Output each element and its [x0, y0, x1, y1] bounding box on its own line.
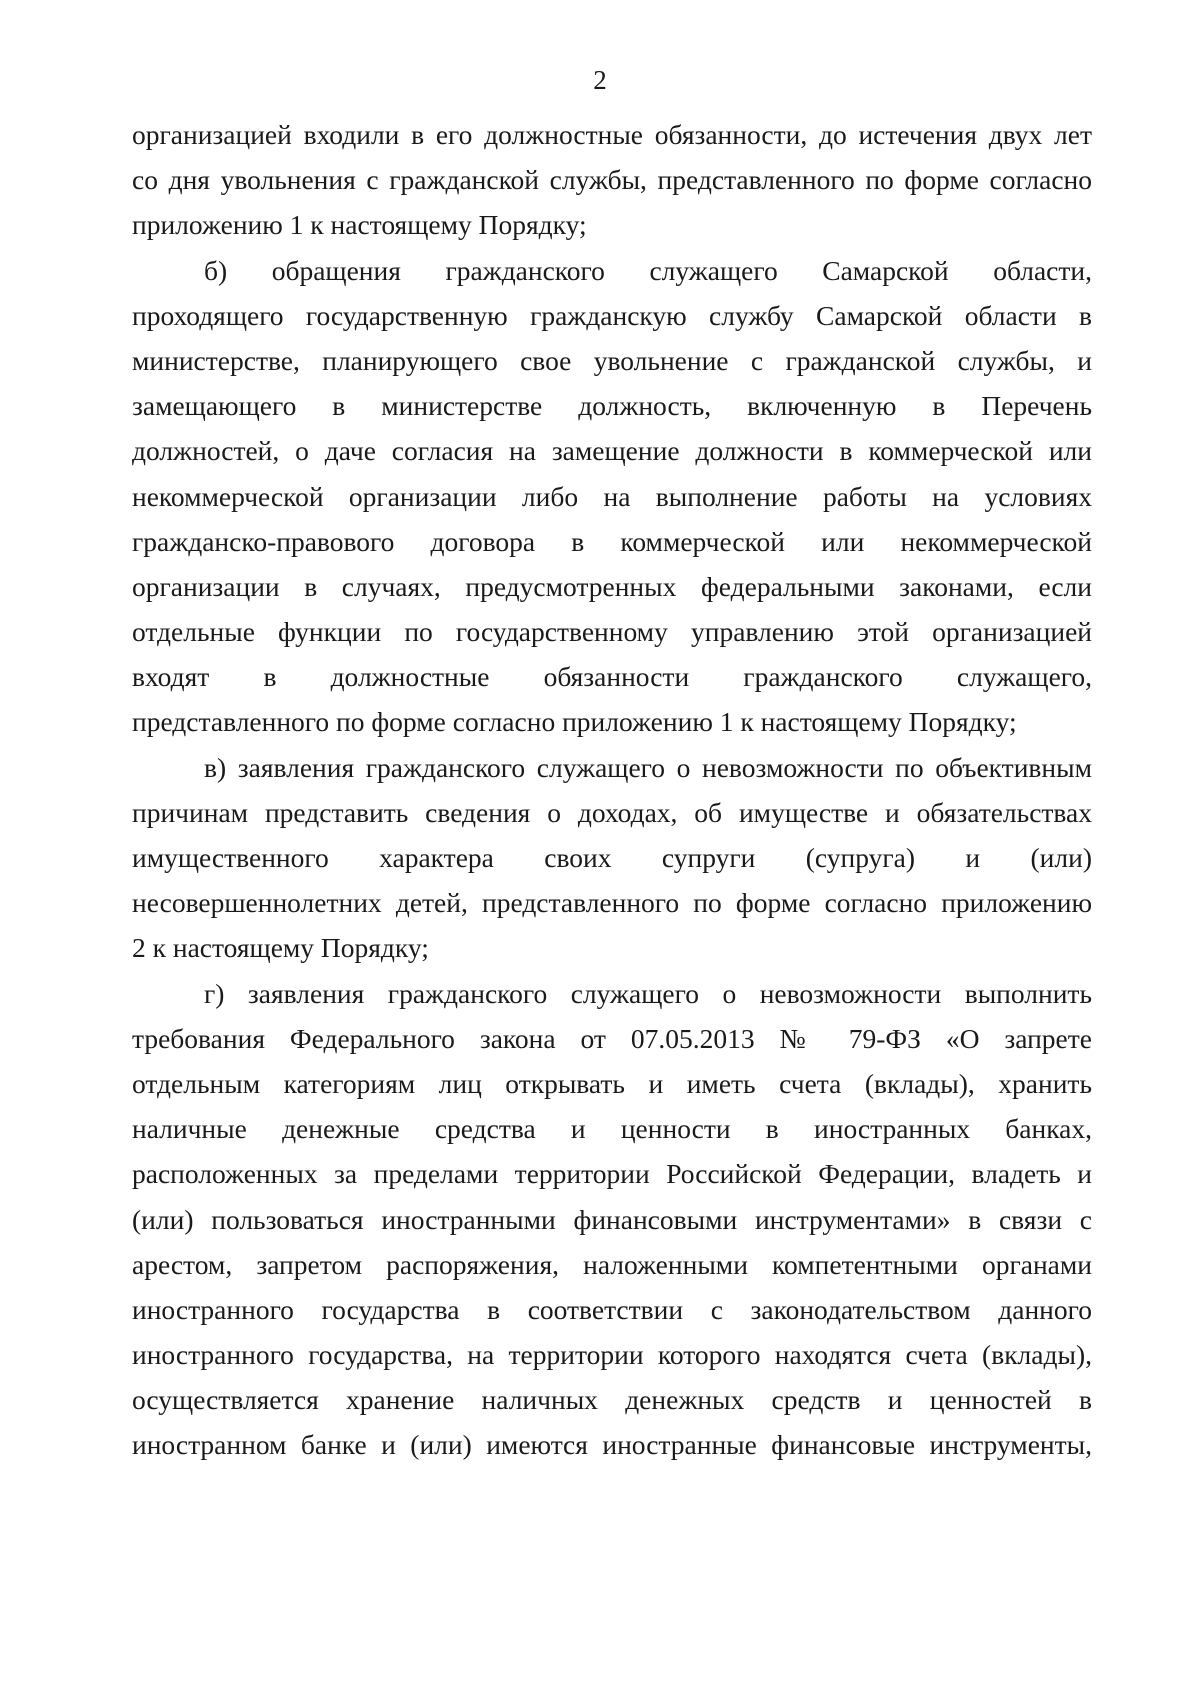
paragraph — [132, 248, 1092, 745]
text-line: организации в случаях, предусмотренных федеральными законами, если — [132, 570, 1092, 602]
text-line: (или) пользоваться иностранными финансовыми инструментами» в связи с — [132, 1203, 1092, 1235]
text-line: иностранного государства в соответствии с законодательством данного — [132, 1293, 1092, 1325]
text-line: гражданско-правового договора в коммерческой или некоммерческой — [132, 525, 1092, 557]
text-line: представленного по форме согласно приложению 1 к настоящему Порядку; — [132, 706, 1017, 738]
text-line: отдельные функции по государственному управлению этой организацией — [132, 616, 1092, 648]
text-line: 2 к настоящему Порядку; — [132, 932, 429, 964]
text-line: организацией входили в его должностные обязанности, до истечения двух лет — [132, 119, 1092, 150]
text-line: замещающего в министерстве должность, включенную в Перечень — [132, 390, 1092, 422]
text-line: несовершеннолетних детей, представленного по форме согласно приложению — [132, 887, 1092, 919]
text-line: расположенных за пределами территории Российской Федерации, владеть и — [132, 1158, 1092, 1190]
text-line: арестом, запретом распоряжения, наложенными компетентными органами — [132, 1248, 1092, 1280]
text-line: со дня увольнения с гражданской службы, представленного по форме согласно — [132, 164, 1092, 196]
page-number: 2 — [593, 65, 607, 95]
text-line: иностранного государства, на территории которого находятся счета (вклады), — [132, 1339, 1092, 1371]
text-line: осуществляется хранение наличных денежных средств и ценностей в — [132, 1384, 1092, 1416]
text-line: отдельным категориям лиц открывать и иметь счета (вклады), хранить — [132, 1067, 1092, 1099]
document-body — [132, 112, 1092, 1468]
text-line: б) обращения гражданского служащего Самарской области, — [204, 254, 1092, 286]
text-line: причинам представить сведения о доходах, об имуществе и обязательствах — [132, 796, 1092, 828]
text-line: г) заявления гражданского служащего о невозможности выполнить — [204, 977, 1092, 1009]
text-line: должностей, о даче согласия на замещение должности в коммерческой или — [132, 435, 1092, 467]
text-line: в) заявления гражданского служащего о невозможности по объективным — [204, 751, 1092, 783]
text-line: входят в должностные обязанности гражданского служащего, — [132, 661, 1092, 693]
text-line: проходящего государственную гражданскую службу Самарской области в — [132, 299, 1092, 331]
text-line: министерстве, планирующего свое увольнение с гражданской службы, и — [132, 344, 1092, 376]
text-line: иностранном банке и (или) имеются иностранные финансовые инструменты, — [132, 1429, 1092, 1461]
paragraph — [132, 971, 1092, 1468]
text-line: требования Федерального закона от 07.05.2013 № 79-ФЗ «О запрете — [132, 1022, 1092, 1054]
text-line: некоммерческой организации либо на выполнение работы на условиях — [132, 480, 1092, 512]
paragraph — [132, 745, 1092, 971]
text-line: приложению 1 к настоящему Порядку; — [132, 209, 587, 241]
text-line: имущественного характера своих супруги (супруга) и (или) — [132, 842, 1092, 873]
text-line: наличные денежные средства и ценности в иностранных банках, — [132, 1113, 1092, 1145]
paragraph — [132, 112, 1092, 248]
